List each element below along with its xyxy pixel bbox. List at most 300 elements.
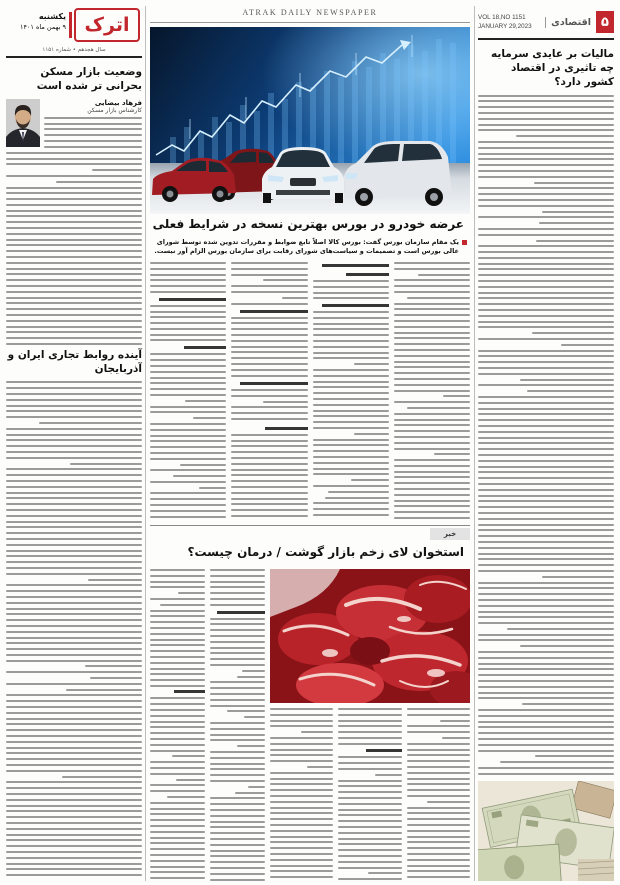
text-line	[407, 807, 470, 809]
text-line	[394, 419, 470, 421]
text-line	[6, 163, 142, 165]
text-line	[231, 486, 307, 488]
text-line	[6, 204, 142, 206]
text-line	[407, 714, 470, 716]
text-line	[6, 573, 142, 575]
meat-side-columns	[150, 569, 265, 882]
text-line	[478, 489, 614, 491]
text-line	[210, 722, 265, 724]
text-line	[478, 355, 614, 357]
text-line	[6, 550, 142, 552]
text-line	[478, 529, 614, 531]
text-line	[6, 694, 142, 696]
text-line	[478, 483, 614, 485]
text-line	[478, 686, 614, 688]
text-column	[394, 262, 470, 520]
text-line	[313, 444, 389, 446]
text-line	[231, 363, 307, 365]
text-line	[210, 757, 265, 759]
text-line	[56, 181, 142, 183]
text-line	[6, 291, 142, 293]
text-line	[90, 677, 142, 679]
text-line	[6, 619, 142, 621]
text-line	[227, 710, 266, 712]
paragraphs	[150, 353, 226, 520]
text-line	[44, 146, 142, 148]
text-line	[478, 187, 614, 189]
text-line	[478, 639, 614, 641]
text-line	[150, 726, 205, 728]
text-line	[150, 382, 226, 384]
text-line	[6, 631, 142, 633]
text-line	[338, 861, 401, 863]
text-line	[231, 474, 307, 476]
text-line	[6, 509, 142, 511]
text-line	[394, 482, 470, 484]
text-column	[270, 708, 333, 882]
text-line	[150, 866, 205, 868]
text-line	[6, 555, 142, 557]
text-line	[150, 316, 226, 318]
text-line	[407, 870, 470, 872]
text-line	[210, 592, 265, 594]
text-line	[478, 593, 614, 595]
text-line	[478, 106, 614, 108]
logo-mark	[69, 12, 72, 38]
text-line	[478, 616, 614, 618]
text-line	[210, 569, 265, 571]
text-line	[313, 375, 389, 377]
paragraphs	[150, 697, 205, 882]
paragraphs	[231, 389, 307, 425]
text-line	[210, 850, 265, 852]
persian-date: ۹ بهمن ماه ۱۴۰۱	[19, 23, 66, 31]
text-line	[231, 357, 307, 359]
text-line	[478, 361, 614, 363]
text-line	[210, 867, 265, 869]
text-line	[338, 814, 401, 816]
text-line	[394, 413, 470, 415]
text-line	[478, 767, 614, 769]
text-line	[270, 830, 333, 832]
paragraphs	[313, 280, 389, 302]
text-line	[478, 622, 614, 624]
text-line	[394, 430, 470, 432]
text-line	[478, 251, 614, 253]
text-line	[6, 718, 142, 720]
housing-body-intro	[44, 117, 142, 149]
text-line	[478, 466, 614, 468]
text-line	[235, 792, 265, 794]
text-line	[210, 873, 265, 875]
text-line	[210, 844, 265, 846]
subheading-bar	[366, 749, 401, 752]
text-line	[313, 427, 389, 429]
text-line	[150, 510, 226, 512]
car-exchange-lead	[150, 238, 470, 257]
news-label: خبر	[430, 528, 470, 540]
text-line	[150, 371, 226, 373]
text-line	[338, 843, 401, 845]
text-line	[6, 816, 142, 818]
text-line	[478, 726, 614, 728]
text-line	[6, 805, 142, 807]
text-line	[6, 561, 142, 563]
text-line	[478, 129, 614, 131]
text-line	[6, 314, 142, 316]
text-line	[313, 346, 389, 348]
text-line	[478, 384, 614, 386]
text-line	[313, 421, 389, 423]
text-line	[478, 268, 614, 270]
text-line	[6, 874, 142, 876]
text-line	[394, 285, 470, 287]
text-line	[231, 498, 307, 500]
text-line	[301, 731, 333, 733]
text-line	[407, 760, 470, 762]
text-line	[478, 431, 614, 433]
text-line	[88, 579, 142, 581]
text-line	[150, 435, 226, 437]
text-line	[193, 417, 227, 419]
text-line	[407, 795, 470, 797]
meat-market-article	[150, 569, 470, 882]
text-line	[313, 462, 389, 464]
text-line	[150, 394, 226, 396]
text-line	[478, 477, 614, 479]
text-line	[407, 772, 470, 774]
text-line	[176, 779, 205, 781]
text-line	[231, 285, 307, 287]
text-line	[150, 291, 226, 293]
text-line	[6, 810, 142, 812]
text-line	[394, 511, 470, 513]
text-column	[150, 262, 226, 520]
text-line	[150, 825, 205, 827]
text-line	[478, 228, 614, 230]
text-line	[270, 807, 333, 809]
text-line	[442, 737, 470, 739]
text-line	[6, 526, 142, 528]
text-line	[516, 135, 614, 137]
text-line	[6, 741, 142, 743]
lead-bullet	[462, 240, 467, 245]
text-line	[478, 732, 614, 734]
text-line	[418, 274, 470, 276]
text-line	[150, 750, 205, 752]
text-line	[248, 786, 265, 788]
text-line	[6, 175, 142, 177]
text-line	[237, 676, 265, 678]
text-line	[338, 785, 401, 787]
text-line	[150, 842, 205, 844]
text-line	[6, 602, 142, 604]
text-line	[6, 845, 142, 847]
text-line	[394, 378, 470, 380]
text-line	[210, 803, 265, 805]
text-line	[478, 697, 614, 699]
text-line	[478, 176, 614, 178]
text-line	[150, 784, 205, 786]
text-line	[167, 796, 206, 798]
text-line	[6, 302, 142, 304]
center-section	[150, 0, 470, 885]
text-line	[338, 826, 401, 828]
newspaper-name-en: ATRAK DAILY NEWSPAPER	[242, 8, 378, 17]
text-line	[6, 486, 142, 488]
text-line	[527, 390, 614, 392]
text-line	[407, 812, 470, 814]
text-line	[478, 153, 614, 155]
text-line	[542, 576, 614, 578]
text-line	[150, 598, 205, 600]
text-line	[394, 390, 470, 392]
text-line	[150, 365, 226, 367]
text-line	[150, 644, 205, 646]
text-line	[478, 408, 614, 410]
text-line	[210, 815, 265, 817]
text-line	[394, 442, 470, 444]
text-line	[150, 639, 205, 641]
text-line	[6, 399, 142, 401]
author-title: کارشناس بازار مسکن	[87, 106, 142, 114]
text-line	[407, 407, 470, 409]
text-line	[6, 729, 142, 731]
text-line	[210, 751, 265, 753]
text-line	[478, 274, 614, 276]
text-line	[210, 687, 265, 689]
text-line	[231, 395, 307, 397]
text-line	[478, 303, 614, 305]
text-line	[44, 117, 142, 119]
text-line	[150, 848, 205, 850]
text-line	[407, 859, 470, 861]
text-line	[407, 853, 470, 855]
text-line	[6, 410, 142, 412]
author-photo	[6, 99, 40, 147]
text-line	[6, 428, 142, 430]
text-line	[150, 837, 205, 839]
subheading-bar	[240, 382, 307, 385]
text-line	[478, 674, 614, 676]
text-line	[210, 581, 265, 583]
text-line	[210, 768, 265, 770]
text-line	[150, 715, 205, 717]
text-line	[427, 801, 470, 803]
text-line	[150, 481, 226, 483]
paragraphs	[407, 708, 470, 882]
paragraphs	[313, 311, 389, 520]
text-line	[478, 280, 614, 282]
text-line	[150, 615, 205, 617]
text-line	[210, 598, 265, 600]
text-line	[394, 448, 470, 450]
text-line	[534, 182, 614, 184]
text-line	[150, 790, 205, 792]
right-column	[478, 6, 614, 881]
text-line	[231, 451, 307, 453]
text-line	[270, 818, 333, 820]
date-block	[8, 11, 66, 33]
text-line	[150, 877, 205, 879]
text-line	[478, 541, 614, 543]
subheading-bar	[184, 346, 227, 349]
text-line	[231, 457, 307, 459]
text-line	[150, 673, 205, 675]
text-line	[210, 879, 265, 881]
text-line	[338, 791, 401, 793]
text-line	[478, 373, 614, 375]
text-line	[478, 553, 614, 555]
text-line	[394, 517, 470, 519]
text-line	[6, 331, 142, 333]
text-line	[542, 211, 614, 213]
text-line	[6, 851, 142, 853]
text-line	[313, 317, 389, 319]
text-line	[210, 681, 265, 683]
text-line	[210, 774, 265, 776]
page-number: ۵	[596, 11, 614, 33]
text-line	[6, 521, 142, 523]
text-line	[6, 770, 142, 772]
text-line	[150, 871, 205, 873]
text-line	[263, 401, 307, 403]
text-line	[270, 870, 333, 872]
text-line	[6, 416, 142, 418]
text-line	[407, 708, 470, 710]
text-line	[478, 164, 614, 166]
text-line	[180, 464, 227, 466]
text-line	[210, 604, 265, 606]
text-line	[6, 381, 142, 383]
paragraphs	[270, 708, 333, 882]
text-line	[150, 377, 226, 379]
text-line	[231, 317, 307, 319]
text-line	[6, 584, 142, 586]
text-line	[407, 766, 470, 768]
text-line	[478, 419, 614, 421]
text-line	[210, 629, 265, 631]
text-line	[44, 134, 142, 136]
text-line	[150, 423, 226, 425]
text-line	[6, 538, 142, 540]
text-line	[150, 586, 205, 588]
text-line	[270, 737, 333, 739]
text-line	[338, 725, 401, 727]
text-line	[6, 712, 142, 714]
text-line	[270, 789, 333, 791]
text-line	[478, 547, 614, 549]
text-line	[394, 424, 470, 426]
text-line	[6, 637, 142, 639]
text-line	[231, 515, 307, 517]
text-line	[338, 838, 401, 840]
text-line	[338, 849, 401, 851]
text-line	[150, 744, 205, 746]
text-line	[6, 642, 142, 644]
text-line	[478, 147, 614, 149]
text-line	[313, 280, 389, 282]
text-line	[150, 860, 205, 862]
text-line	[6, 492, 142, 494]
text-line	[270, 749, 333, 751]
text-line	[478, 367, 614, 369]
text-column	[231, 262, 307, 520]
text-line	[6, 250, 142, 252]
issue-info	[478, 13, 532, 32]
text-line	[338, 809, 401, 811]
text-line	[394, 320, 470, 322]
text-line	[210, 647, 265, 649]
text-line	[6, 239, 142, 241]
text-line	[478, 570, 614, 572]
text-line	[313, 328, 389, 330]
text-line	[6, 285, 142, 287]
text-line	[478, 587, 614, 589]
text-line	[6, 158, 142, 160]
text-line	[210, 652, 265, 654]
text-line	[407, 731, 470, 733]
text-line	[150, 709, 205, 711]
paragraphs	[231, 434, 307, 520]
text-line	[150, 831, 205, 833]
text-line	[478, 471, 614, 473]
text-line	[478, 199, 614, 201]
text-line	[6, 781, 142, 783]
text-line	[394, 343, 470, 345]
text-line	[150, 429, 226, 431]
text-line	[150, 819, 205, 821]
text-line	[478, 558, 614, 560]
text-line	[6, 326, 142, 328]
text-line	[478, 95, 614, 97]
text-line	[6, 262, 142, 264]
text-line	[44, 128, 142, 130]
text-line	[270, 795, 333, 797]
text-line	[6, 192, 142, 194]
text-line	[210, 623, 265, 625]
text-line	[6, 863, 142, 865]
text-line	[6, 544, 142, 546]
text-line	[210, 739, 265, 741]
paragraphs	[150, 305, 226, 345]
text-line	[478, 512, 614, 514]
text-line	[150, 498, 226, 500]
text-line	[210, 693, 265, 695]
text-line	[313, 286, 389, 288]
text-line	[394, 349, 470, 351]
text-line	[478, 518, 614, 520]
text-column	[210, 569, 265, 882]
text-line	[338, 743, 401, 745]
text-line	[150, 452, 226, 454]
text-line	[338, 737, 401, 739]
text-line	[150, 685, 205, 687]
text-line	[478, 216, 614, 218]
text-line	[407, 876, 470, 878]
text-line	[270, 859, 333, 861]
text-line	[6, 215, 142, 217]
text-line	[6, 654, 142, 656]
text-line	[478, 709, 614, 711]
text-line	[394, 279, 470, 281]
text-line	[6, 273, 142, 275]
text-line	[313, 352, 389, 354]
text-line	[6, 857, 142, 859]
text-line	[270, 824, 333, 826]
text-line	[313, 439, 389, 441]
text-line	[478, 738, 614, 740]
